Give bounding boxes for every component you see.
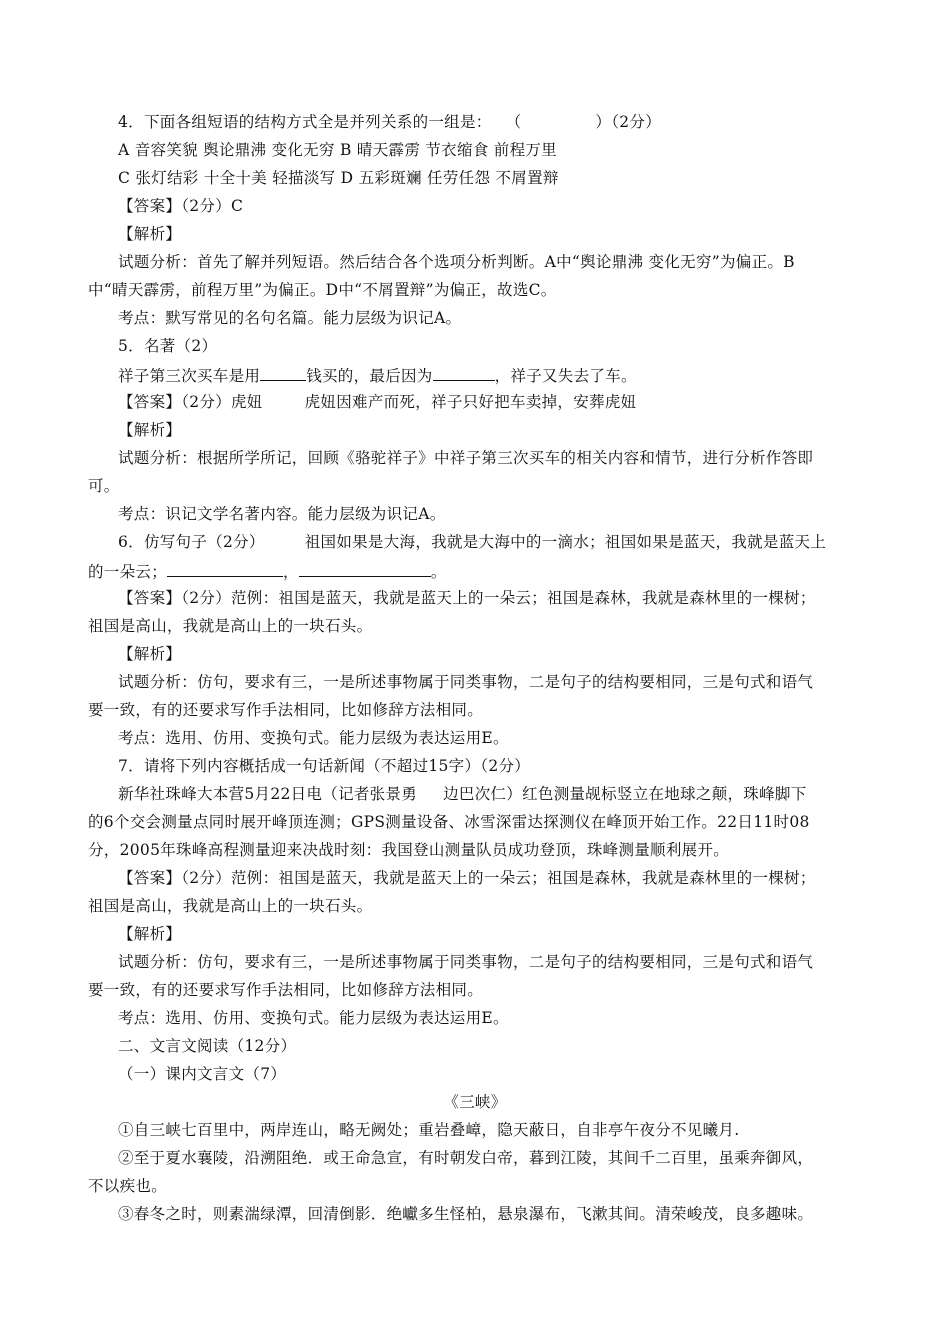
q7-title: 7．请将下列内容概括成一句话新闻（不超过15字）（2分）	[118, 757, 531, 775]
q5-text-b: 钱买的，最后因为	[306, 367, 433, 385]
q4-analysis-line-1: 试题分析：首先了解并列短语。然后结合各个选项分析判断。A中“舆论鼎沸 变化无穷”为偏正。B	[118, 253, 795, 271]
q5-blank-1	[260, 364, 306, 381]
q5-blank-2	[433, 364, 495, 381]
q5-answer-line	[118, 392, 908, 412]
passage-paragraph-2-line-2: 不以疾也。	[88, 1177, 168, 1195]
q4-kaodian: 考点：默写常见的名句名篇。能力层级为识记A。	[118, 309, 462, 327]
q4-stem: 4．下面各组短语的结构方式全是并列关系的一组是：	[118, 113, 492, 131]
q5-text-a: 祥子第三次买车是用	[118, 367, 261, 385]
q7-news-line-3: 分，2005年珠峰高程测量迎来决战时刻：我国登山测量队员成功登顶，珠峰测量顺利展开。	[88, 841, 730, 859]
q7-news-1a: 新华社珠峰大本营5月22日电（记者张景勇	[118, 785, 418, 803]
section2-subheading: （一）课内文言文（7）	[118, 1065, 287, 1083]
q4-paren-close: ）（2分）	[595, 113, 662, 131]
q7-kaodian: 考点：选用、仿用、变换句式。能力层级为表达运用E。	[118, 1009, 509, 1027]
q7-answer-line-1: 【答案】（2分）范例：祖国是蓝天，我就是蓝天上的一朵云；祖国是森林，我就是森林里的一棵树；	[118, 869, 816, 887]
q7-news-line-2: 的6个交会测量点同时展开峰顶连测；GPS测量设备、冰雪深雷达探测仪在峰顶开始工作。22日11时08	[88, 813, 810, 831]
q6-analysis-line-1: 试题分析：仿句，要求有三，一是所述事物属于同类事物，二是句子的结构要相同，三是句式和语气	[118, 673, 814, 691]
section2-heading: 二、文言文阅读（12分）	[118, 1037, 297, 1055]
q7-analysis-line-1: 试题分析：仿句，要求有三，一是所述事物属于同类事物，二是句子的结构要相同，三是句式和语气	[118, 953, 814, 971]
q6-blank-1	[167, 560, 283, 577]
q4-stem-line	[118, 112, 908, 132]
q6-title: 6．仿写句子（2分）	[118, 533, 265, 551]
q6-answer-line-1: 【答案】（2分）范例：祖国是蓝天，我就是蓝天上的一朵云；祖国是森林，我就是森林里的一棵树；	[118, 589, 816, 607]
q7-news-line-1	[118, 784, 908, 804]
q4-jiexi-heading: 【解析】	[118, 225, 182, 243]
q5-answer-a: 【答案】（2分）虎妞	[118, 393, 263, 411]
passage-title: 《三峡》	[443, 1093, 507, 1111]
passage-paragraph-2-line-1: ②至于夏水襄陵，沿溯阻绝．或王命急宣，有时朝发白帝，暮到江陵，其间千二百里，虽乘奔御风，	[118, 1149, 814, 1167]
passage-paragraph-1: ①自三峡七百里中，两岸连山，略无阙处；重岩叠嶂，隐天蔽日，自非亭午夜分不见曦月.	[118, 1121, 740, 1139]
q6-jiexi-heading: 【解析】	[118, 645, 182, 663]
q5-text-c: ，祥子又失去了车。	[494, 367, 637, 385]
q6-answer-line-2: 祖国是高山，我就是高山上的一块石头。	[88, 617, 373, 635]
q6-analysis-line-2: 要一致，有的还要求写作手法相同，比如修辞方法相同。	[88, 701, 484, 719]
q5-question-line	[118, 364, 908, 386]
q4-paren-open: （	[505, 113, 522, 131]
q4-options-line-1: A 音容笑貌 舆论鼎沸 变化无穷 B 晴天霹雳 节衣缩食 前程万里	[118, 141, 557, 159]
q7-answer-line-2: 祖国是高山，我就是高山上的一块石头。	[88, 897, 373, 915]
q7-jiexi-heading: 【解析】	[118, 925, 182, 943]
q4-options-line-2: C 张灯结彩 十全十美 轻描淡写 D 五彩斑斓 任劳任怨 不屑置辩	[118, 169, 559, 187]
q6-title-line	[118, 532, 908, 552]
q6-kaodian: 考点：选用、仿用、变换句式。能力层级为表达运用E。	[118, 729, 509, 747]
q6-prompt: 祖国如果是大海，我就是大海中的一滴水；祖国如果是蓝天，我就是蓝天上	[304, 533, 827, 551]
q5-kaodian: 考点：识记文学名著内容。能力层级为识记A。	[118, 505, 446, 523]
q7-news-1b: 边巴次仁）红色测量觇标竖立在地球之颠，珠峰脚下	[443, 785, 807, 803]
q5-title: 5．名著（2）	[118, 337, 218, 355]
passage-paragraph-3: ③春冬之时，则素湍绿潭，回清倒影．绝巘多生怪柏，悬泉瀑布，飞漱其间。清荣峻茂，良多趣味。	[118, 1205, 814, 1223]
q6-blank-line	[88, 560, 878, 582]
q6-text-c: 。	[430, 563, 447, 581]
q7-analysis-line-2: 要一致，有的还要求写作手法相同，比如修辞方法相同。	[88, 981, 484, 999]
q6-text-a: 的一朵云；	[88, 563, 168, 581]
q6-text-b: ，	[283, 563, 299, 581]
q5-analysis-line-1: 试题分析：根据所学所记，回顾《骆驼祥子》中祥子第三次买车的相关内容和情节，进行分析作答即	[118, 449, 814, 467]
q5-analysis-line-2: 可。	[88, 477, 120, 495]
q5-answer-b: 虎妞因难产而死，祥子只好把车卖掉，安葬虎妞	[304, 393, 637, 411]
q4-analysis-line-2: 中“晴天霹雳，前程万里”为偏正。D中“不屑置辩”为偏正，故选C。	[88, 281, 557, 299]
q6-blank-2	[299, 560, 431, 577]
q5-jiexi-heading: 【解析】	[118, 421, 182, 439]
q4-answer: 【答案】（2分）C	[118, 197, 244, 215]
